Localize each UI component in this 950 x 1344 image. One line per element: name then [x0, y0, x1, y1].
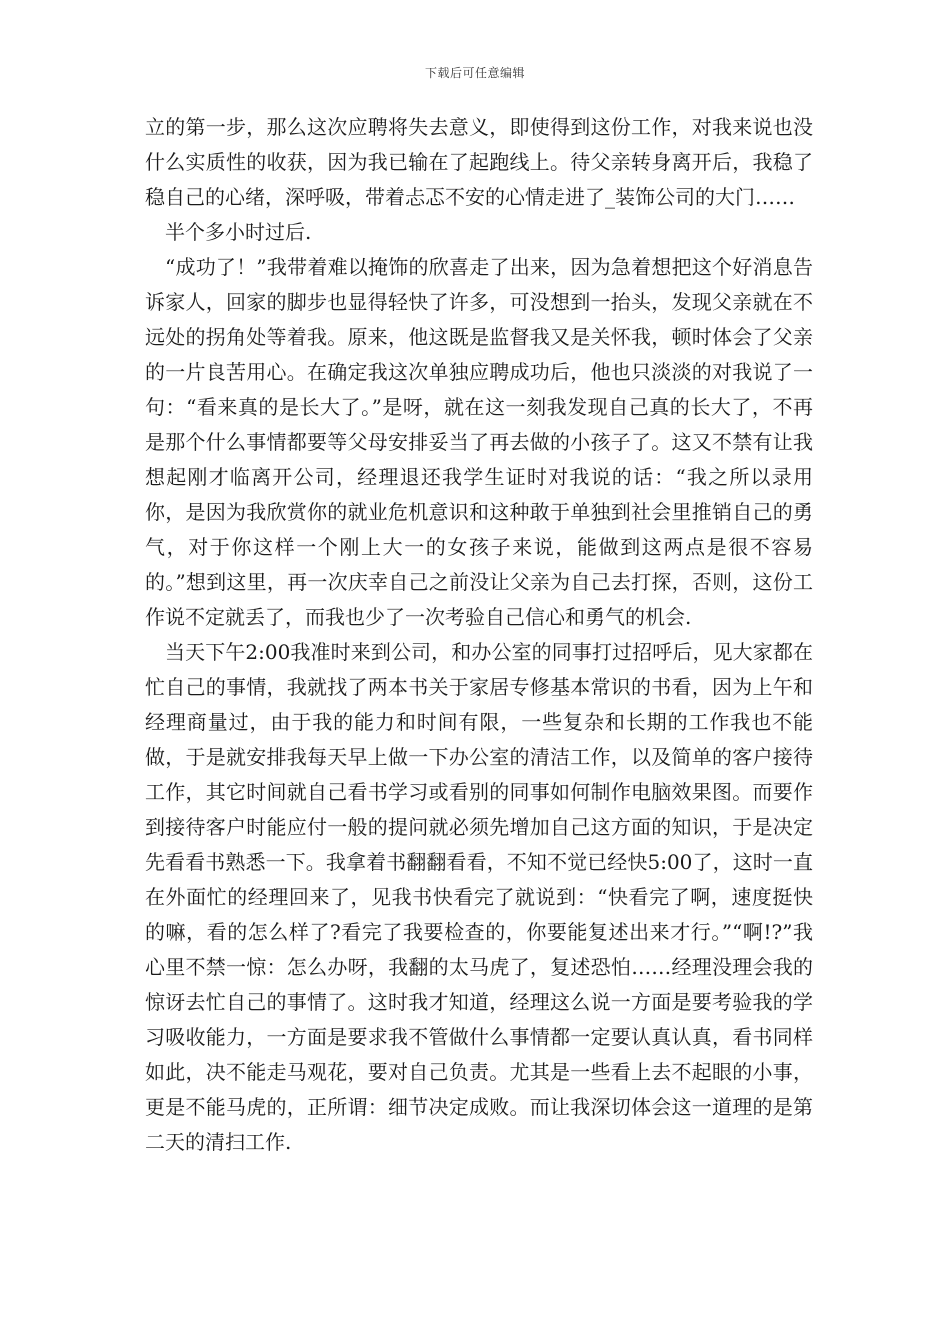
paragraph: 半个多小时过后.: [165, 220, 312, 244]
paragraph: “成功了！”我带着难以掩饰的欣喜走了出来，因为急着想把这个好消息告诉家人，回家的脚步也显得轻快了许多，可没想到一抬头，发现父亲就在不远处的拐角处等着我。原来，他这既是监督我又是关怀我，顿时体会了父亲的一片良苦用心。在确定我这次单独应聘成功后，他也只淡淡的对我说了一句：“看来真的是长大了。”是呀，就在这一刻我发现自己真的长大了，不再是那个什么事情都要等父母安排妥当了再去做的小孩子了。这又不禁有让我想起刚才临离开公司，经理退还我学生证时对我说的话：“我之所以录用你，是因为我欣赏你的就业危机意识和这种敢于单独到社会里推销自己的勇气，对于你这样一个刚上大一的女孩子来说，能做到这两点是很不容易的。”想到这里，再一次庆幸自己之前没让父亲为自己去打探，否则，这份工作说不定就丢了，而我也少了一次考验自己信心和勇气的机会.: [145, 255, 813, 629]
page-header: 下载后可任意编辑: [424, 66, 525, 80]
paragraph: 立的第一步，那么这次应聘将失去意义，即使得到这份工作，对我来说也没什么实质性的收获，因为我已输在了起跑线上。待父亲转身离开后，我稳了稳自己的心绪，深呼吸，带着忐忑不安的心情走进了_装饰公司的大门……: [145, 115, 813, 209]
document-body: [145, 110, 813, 1160]
paragraph: 当天下午2:00我准时来到公司，和办公室的同事打过招呼后，见大家都在忙自己的事情，我就找了两本书关于家居专修基本常识的书看，因为上午和经理商量过，由于我的能力和时间有限，一些复杂和长期的工作我也不能做，于是就安排我每天早上做一下办公室的清洁工作，以及简单的客户接待工作，其它时间就自己看书学习或看别的同事如何制作电脑效果图。而要作到接待客户时能应付一般的提问就必须先增加自己这方面的知识，于是决定先看看书熟悉一下。我拿着书翻翻看看，不知不觉已经快5:00了，这时一直在外面忙的经理回来了，见我书快看完了就说到：“快看完了啊，速度挺快的嘛，看的怎么样了?看完了我要检查的，你要能复述出来才行。”“啊!?”我心里不禁一惊：怎么办呀，我翻的太马虎了，复述恐怕……经理没理会我的惊讶去忙自己的事情了。这时我才知道，经理这么说一方面是要考验我的学习吸收能力，一方面是要求我不管做什么事情都一定要认真认真，看书同样如此，决不能走马观花，要对自己负责。尤其是一些看上去不起眼的小事，更是不能马虎的，正所谓：细节决定成败。而让我深切体会这一道理的是第二天的清扫工作.: [145, 640, 813, 1154]
